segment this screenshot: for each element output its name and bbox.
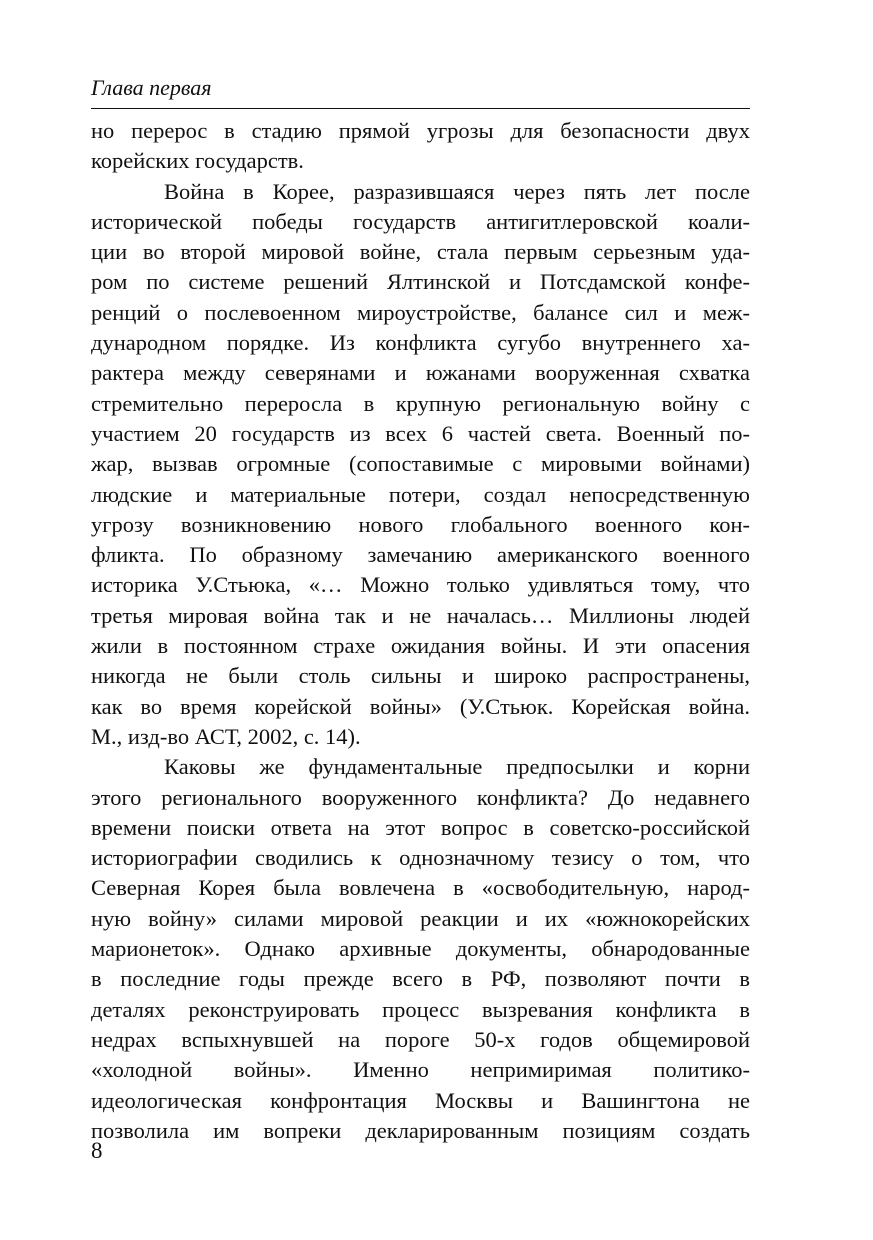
paragraph-3 [91, 752, 750, 1146]
text-line: третья мировая война так и не началась… Миллионы людей [91, 602, 750, 628]
text-line: позволила им вопреки декларированным позициям создать [91, 1117, 750, 1143]
text-line: людские и материальные потери, создал непосредственную [91, 481, 750, 507]
text-line: времени поиски ответа на этот вопрос в советско-российской [91, 814, 750, 840]
text-line: ции во второй мировой войне, стала первым серьезным уда- [91, 239, 750, 265]
paragraph-1 [91, 116, 750, 177]
text-line: угрозу возникновению нового глобального военного кон- [91, 511, 750, 537]
text-line: деталях реконструировать процесс вызревания конфликта в [91, 996, 750, 1022]
text-line: никогда не были столь сильны и широко распространены, [91, 663, 750, 689]
text-line: жили в постоянном страхе ожидания войны. И эти опасения [91, 633, 750, 659]
text-line: стремительно переросла в крупную региональную войну с [91, 390, 750, 416]
paragraph-2 [91, 177, 750, 753]
text-line: рактера между северянами и южанами вооруженная схватка [91, 360, 750, 386]
text-line: «холодной войны». Именно непримиримая политико- [91, 1057, 750, 1083]
text-line: этого регионального вооруженного конфликта? До недавнего [91, 784, 750, 810]
text-line: исторической победы государств антигитлеровской коали- [91, 208, 750, 234]
text-line: марионеток». Однако архивные документы, обнародованные [91, 936, 750, 962]
text-line: ром по системе решений Ялтинской и Потсдамской конфе- [91, 269, 750, 295]
text-line: недрах вспыхнувшей на пороге 50-х годов общемировой [91, 1026, 750, 1052]
text-line: Северная Корея была вовлечена в «освободительную, народ- [91, 875, 750, 901]
text-line: но перерос в стадию прямой угрозы для безопасности двух [91, 118, 750, 143]
text-line: в последние годы прежде всего в РФ, позволяют почти в [91, 966, 750, 992]
text-line: историографии сводились к однозначному тезису о том, что [91, 845, 750, 871]
text-line: ренций о послевоенном мироустройстве, балансе сил и меж- [91, 299, 750, 325]
page-number: 8 [91, 1138, 103, 1163]
running-header [91, 74, 750, 109]
text-line: корейских государств. [91, 148, 304, 174]
text-line: как во время корейской войны» (У.Стьюк. Корейская война. [91, 693, 750, 719]
text-line: Война в Корее, разразившаяся через пять лет после [164, 178, 750, 204]
text-line: фликта. По образному замечанию американского военного [91, 542, 750, 568]
body-text [91, 116, 750, 1146]
text-line: жар, вызвав огромные (сопоставимые с мировыми войнами) [91, 451, 750, 477]
text-line: историка У.Стьюка, «… Можно только удивляться тому, что [91, 572, 750, 598]
text-line: участием 20 государств из всех 6 частей света. Военный по- [91, 420, 750, 446]
text-line: М., изд-во АСТ, 2002, с. 14). [91, 723, 361, 749]
text-line: идеологическая конфронтация Москвы и Вашингтона не [91, 1087, 750, 1113]
text-line: дународном порядке. Из конфликта сугубо внутреннего ха- [91, 330, 750, 356]
text-line: ную войну» силами мировой реакции и их «южнокорейских [91, 905, 750, 931]
text-line: Каковы же фундаментальные предпосылки и корни [164, 754, 750, 780]
chapter-title: Глава первая [91, 75, 212, 100]
